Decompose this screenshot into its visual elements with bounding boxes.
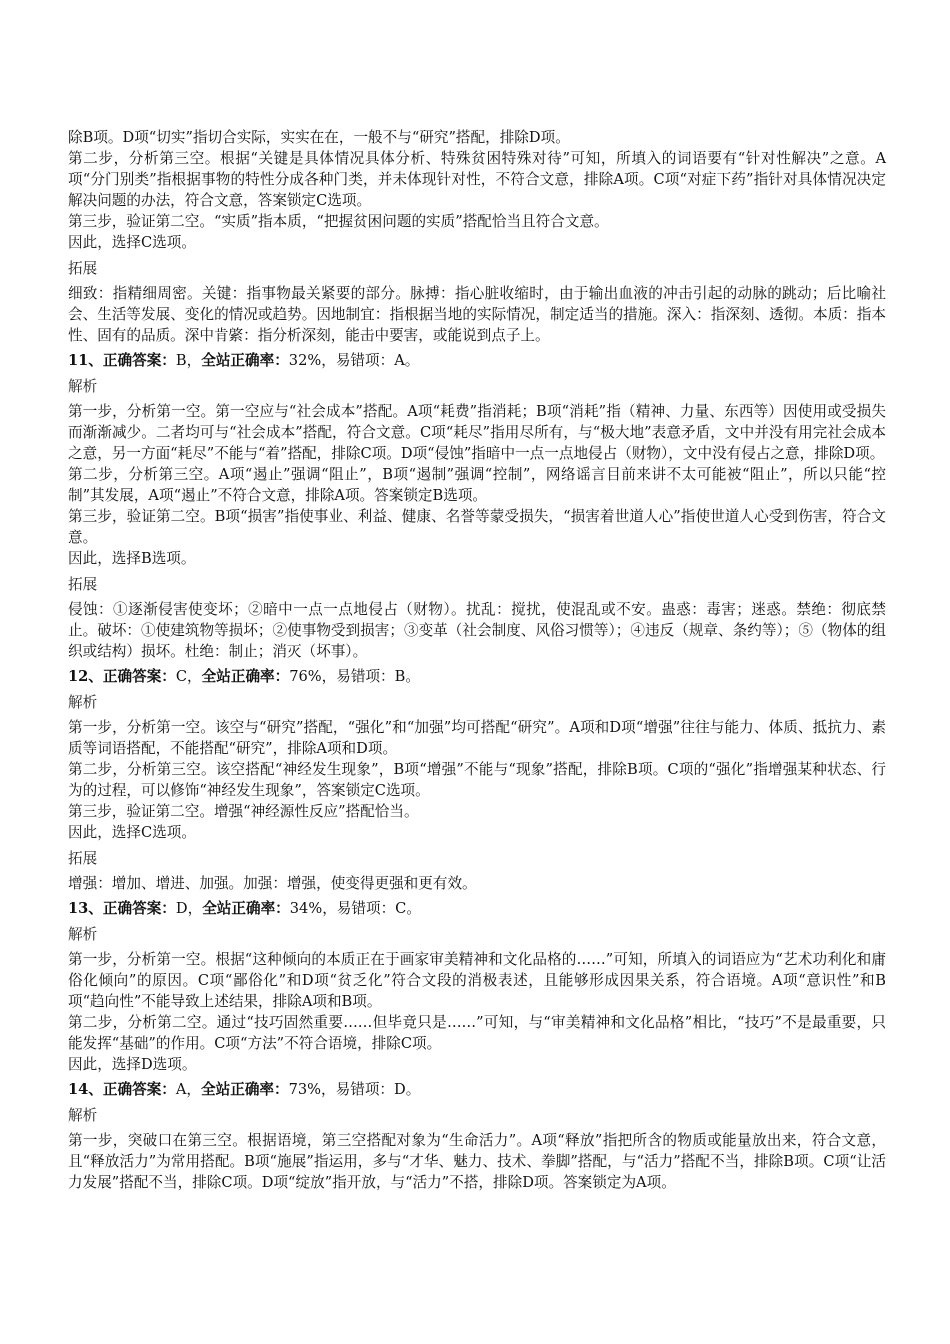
- extension-label: 拓展: [68, 260, 98, 277]
- answer-label: 正确答案：: [102, 900, 176, 917]
- question-12: [68, 666, 886, 894]
- analysis-paragraph: 第二步，分析第二空。通过“技巧固然重要……但毕竟只是……”可知，与“审美精神和文化品格”相比，“技巧”不是最重要，只能发挥“基础”的作用。C项“方法”不符合语境，排除C项。: [68, 1014, 886, 1052]
- intro-paragraph: 第三步，验证第二空。“实质”指本质，“把握贫困问题的实质”搭配恰当且符合文意。: [68, 213, 609, 230]
- extension-text: 增强：增加、增进、加强。加强：增强，使变得更强和更有效。: [68, 875, 477, 892]
- question-number: 12、: [68, 668, 103, 685]
- extension-text: 侵蚀：①逐渐侵害使变坏；②暗中一点一点地侵占（财物）。扰乱：搅扰，使混乱或不安。蛊惑：毒害；迷惑。禁绝：彻底禁止。破坏：①使建筑物等损坏；②使事物受到损害；③变革（社会制度、风俗习惯等）；④违反（规章、条约等）；⑤（物体的组织或结构）损坏。杜绝：制止；消灭（坏事）。: [68, 601, 886, 660]
- document-page: [68, 127, 886, 1197]
- analysis-paragraph: 第一步，分析第一空。根据“这种倾向的本质正在于画家审美精神和文化品格的……”可知，所填入的词语应为“艺术功利化和庸俗化倾向”的原因。C项“鄙俗化”和D项“贫乏化”符合文段的消极表述，且能够形成因果关系，符合语境。A项“意识性”和B项“趋向性”不能导致上述结果，排除A项和B项。: [68, 951, 886, 1010]
- analysis-paragraph: 因此，选择B选项。: [68, 550, 196, 567]
- answer-value: B，: [175, 352, 202, 369]
- analysis-paragraph: 第一步，分析第一空。第一空应与“社会成本”搭配。A项“耗费”指消耗；B项“消耗”指（精神、力量、东西等）因使用或受损失而渐渐减少。二者均可与“社会成本”搭配，符合文意。C项“耗尽”指用尽所有，与“极大地”表意矛盾，文中并没有用完社会成本之意，另一方面“耗尽”不能与“着”搭配，排除C项。D项“侵蚀”指暗中一点一点地侵占（财物），文中没有侵占之意，排除D项。: [68, 403, 886, 462]
- intro-paragraph: 除B项。D项“切实”指切合实际，实实在在，一般不与“研究”搭配，排除D项。: [68, 129, 570, 146]
- intro-section: [68, 127, 886, 346]
- question-header: [68, 1079, 886, 1100]
- analysis-paragraph: 第二步，分析第三空。该空搭配“神经发生现象”，B项“增强”不能与“现象”搭配，排除B项。C项的“强化”指增强某种状态、行为的过程，可以修饰“神经发生现象”，答案锁定C选项。: [68, 761, 886, 799]
- analysis-label: 解析: [68, 694, 98, 711]
- question-11: [68, 350, 886, 662]
- answer-value: C，: [175, 668, 202, 685]
- question-header: [68, 350, 886, 371]
- question-number: 14、: [68, 1081, 103, 1098]
- extension-label: 拓展: [68, 850, 98, 867]
- analysis-paragraph: 第三步，验证第二空。增强“神经源性反应”搭配恰当。: [68, 803, 419, 820]
- analysis-label: 解析: [68, 926, 98, 943]
- rate-value: 73%，易错项：D。: [288, 1081, 421, 1098]
- analysis-paragraph: 第二步，分析第三空。A项“遏止”强调“阻止”，B项“遏制”强调“控制”，网络谣言目前来讲不太可能被“阻止”，所以只能“控制”其发展，A项“遏止”不符合文意，排除A项。答案锁定B选项。: [68, 466, 886, 504]
- rate-value: 32%，易错项：A。: [288, 352, 420, 369]
- answer-label: 正确答案：: [102, 1081, 176, 1098]
- question-header: [68, 898, 886, 919]
- answer-label: 正确答案：: [102, 352, 176, 369]
- extension-label: 拓展: [68, 576, 98, 593]
- answer-label: 正确答案：: [102, 668, 176, 685]
- analysis-paragraph: 第一步，突破口在第三空。根据语境，第三空搭配对象为“生命活力”。A项“释放”指把所含的物质或能量放出来，符合文意，且“释放活力”为常用搭配。B项“施展”指运用，多与“才华、魅力、技术、拳脚”搭配，与“活力”搭配不当，排除B项。C项“让活力发展”搭配不当，排除C项。D项“绽放”指开放，与“活力”不搭，排除D项。答案锁定为A项。: [68, 1132, 886, 1191]
- answer-value: A，: [175, 1081, 202, 1098]
- intro-paragraph: 因此，选择C选项。: [68, 234, 196, 251]
- rate-label: 全站正确率：: [202, 900, 290, 917]
- question-header: [68, 666, 886, 687]
- question-number: 11、: [68, 352, 103, 369]
- intro-paragraph: 第二步，分析第三空。根据“关键是具体情况具体分析、特殊贫困特殊对待”可知，所填入的词语要有“针对性解决”之意。A项“分门别类”指根据事物的特性分成各种门类，并未体现针对性，不符合文意，排除A项。C项“对症下药”指针对具体情况决定解决问题的办法，符合文意，答案锁定C选项。: [68, 150, 886, 209]
- analysis-paragraph: 第三步，验证第二空。B项“损害”指使事业、利益、健康、名誉等蒙受损失，“损害着世道人心”指使世道人心受到伤害，符合文意。: [68, 508, 886, 546]
- analysis-label: 解析: [68, 378, 98, 395]
- extension-text: 细致：指精细周密。关键：指事物最关紧要的部分。脉搏：指心脏收缩时，由于输出血液的冲击引起的动脉的跳动；后比喻社会、生活等发展、变化的情况或趋势。因地制宜：指根据当地的实际情况，制定适当的措施。深入：指深刻、透彻。本质：指本性、固有的品质。深中肯綮：指分析深刻，能击中要害，或能说到点子上。: [68, 285, 886, 344]
- rate-label: 全站正确率：: [201, 668, 290, 685]
- analysis-label: 解析: [68, 1107, 98, 1124]
- rate-label: 全站正确率：: [201, 1081, 289, 1098]
- analysis-paragraph: 因此，选择D选项。: [68, 1056, 197, 1073]
- analysis-paragraph: 因此，选择C选项。: [68, 824, 196, 841]
- rate-value: 76%，易错项：B。: [289, 668, 420, 685]
- rate-value: 34%，易错项：C。: [289, 900, 421, 917]
- question-14: [68, 1079, 886, 1193]
- question-13: [68, 898, 886, 1075]
- analysis-paragraph: 第一步，分析第一空。该空与“研究”搭配，“强化”和“加强”均可搭配“研究”。A项和D项“增强”往往与能力、体质、抵抗力、素质等词语搭配，不能搭配“研究”，排除A项和D项。: [68, 719, 886, 757]
- question-number: 13、: [68, 900, 103, 917]
- answer-value: D，: [175, 900, 203, 917]
- rate-label: 全站正确率：: [201, 352, 289, 369]
